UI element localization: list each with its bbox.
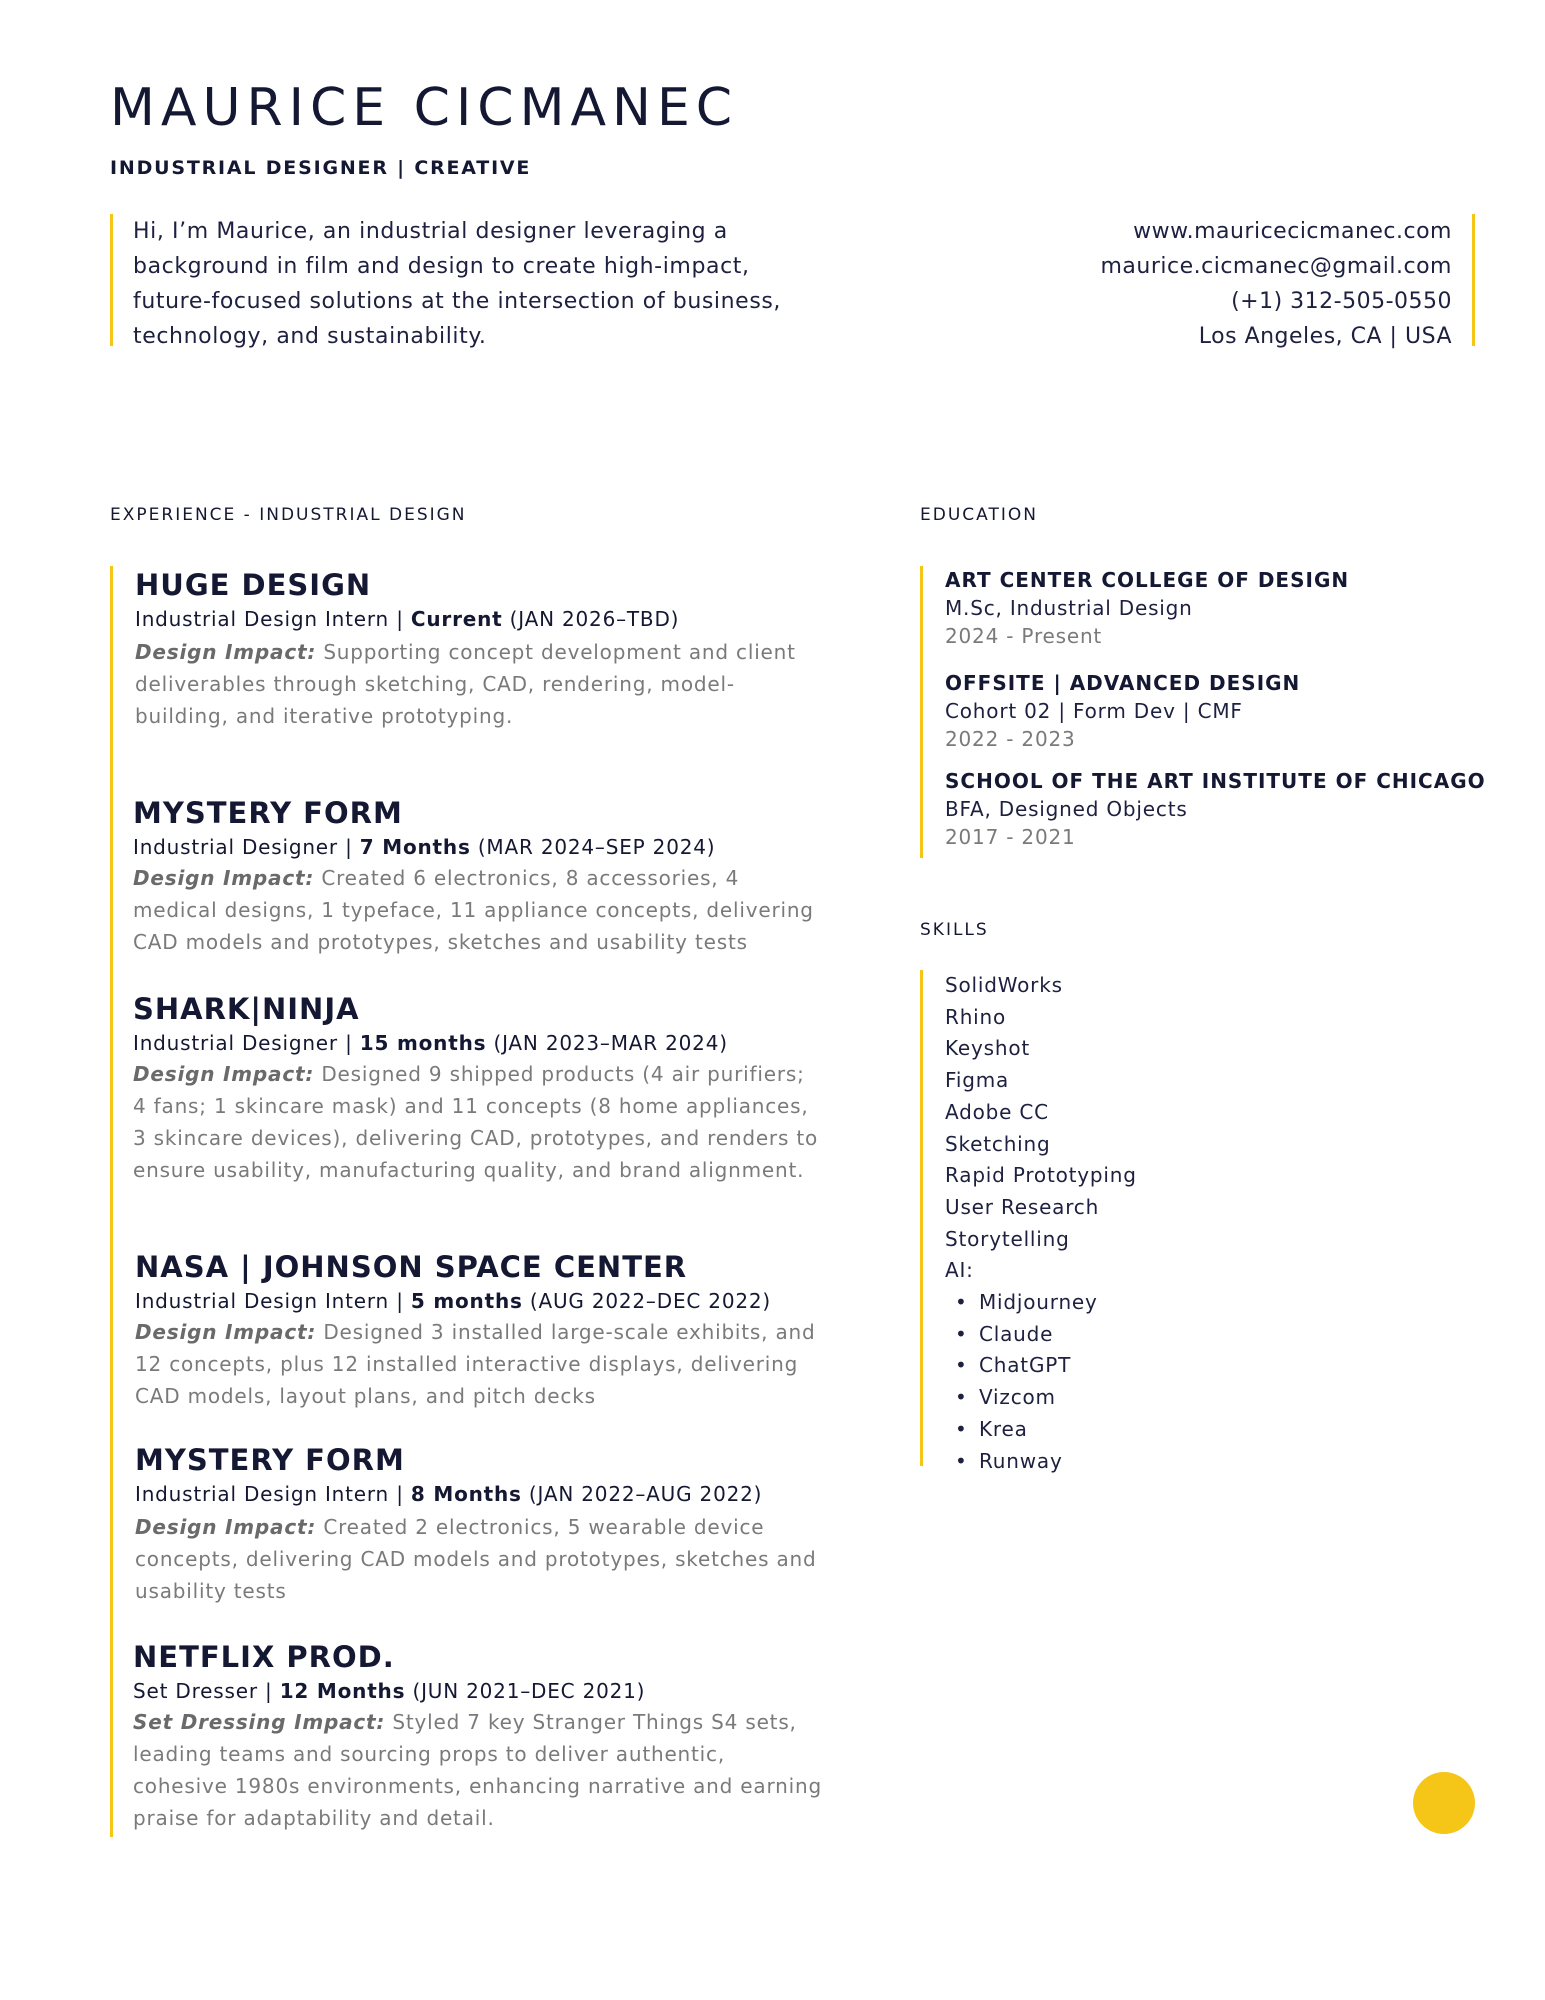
ai-skill-item: • ChatGPT [955,1350,1440,1382]
job-dates: (JUN 2021–DEC 2021) [405,1679,646,1703]
job-dates: (JAN 2023–MAR 2024) [486,1031,728,1055]
impact-label: Design Impact: [135,1320,317,1344]
ai-skill-item: • Krea [955,1414,1440,1446]
experience-list [110,566,830,1837]
email-link[interactable]: maurice.cicmanec@gmail.com [1100,254,1452,279]
job-entry [133,1638,823,1834]
impact-text: Designed 3 installed large-scale exhibits, and 12 concepts, plus 12 installed interactive displays, delivering CAD models, layout plans, and pitch decks [135,1320,816,1408]
ai-skills-list [945,1287,1440,1477]
skill-item: User Research [945,1194,1100,1219]
job-description [133,862,823,958]
education-years: 2017 - 2021 [945,825,1076,849]
job-duration: 5 months [410,1289,523,1313]
job-company: NASA | JOHNSON SPACE CENTER [135,1250,688,1284]
job-company: MYSTERY FORM [133,796,403,830]
experience-title: EXPERIENCE - INDUSTRIAL DESIGN [110,505,467,525]
job-entry [133,990,823,1186]
education-title: EDUCATION [920,505,1038,525]
education-degree: Cohort 02 | Form Dev | CMF [945,699,1243,723]
impact-text: Designed 9 shipped products (4 air purifiers; 4 fans; 1 skincare mask) and 11 concepts (8 home appliances, 3 skincare devices), delivering CAD, prototypes, and renders to ensure usability, manufacturing quality, and brand alignment. [133,1062,818,1182]
job-dates: (MAR 2024–SEP 2024) [470,835,716,859]
education-school: OFFSITE | ADVANCED DESIGN [945,671,1301,695]
job-role [133,832,823,862]
impact-text: Supporting concept development and client deliverables through sketching, CAD, rendering, model-building, and iterative prototyping. [135,640,796,728]
job-description [135,636,825,732]
job-title: Industrial Designer | [133,1031,360,1055]
education-years: 2024 - Present [945,624,1103,648]
impact-text: Created 2 electronics, 5 wearable device concepts, delivering CAD models and prototypes, sketches and usability tests [135,1515,817,1603]
skill-item: Keyshot [945,1036,1031,1061]
ai-skills-label: AI: [945,1258,974,1283]
job-title: Industrial Design Intern | [135,1482,411,1506]
website-link[interactable]: www.mauricecicmanec.com [1133,219,1452,244]
impact-label: Design Impact: [133,1062,315,1086]
job-duration: 12 Months [279,1679,406,1703]
education-degree: M.Sc, Industrial Design [945,596,1193,620]
skill-item: Sketching [945,1131,1051,1156]
skill-item: Adobe CC [945,1099,1049,1124]
accent-dot [1413,1772,1475,1834]
skill-item: Figma [945,1068,1010,1093]
education-entry [945,566,1445,650]
job-role [135,1286,825,1316]
intro-paragraph: Hi, I’m Maurice, an industrial designer leveraging a background in film and design to create high-impact, future-focused solutions at the intersection of business, technology, and sustainability. [110,214,830,346]
job-duration: 15 months [359,1031,487,1055]
job-role [135,1479,825,1509]
job-dates: (JAN 2026–TBD) [502,607,680,631]
impact-label: Design Impact: [135,1515,317,1539]
job-title: Set Dresser | [133,1679,280,1703]
job-entry [135,1248,825,1412]
ai-skill-item: • Runway [955,1446,1440,1478]
ai-skill-item: • Vizcom [955,1382,1440,1414]
ai-skill-item: • Claude [955,1319,1440,1351]
job-role [133,1028,823,1058]
job-company: SHARK|NINJA [133,992,360,1026]
job-duration: 7 Months [359,835,471,859]
skills-list [920,970,1440,1473]
job-role [135,604,825,634]
job-entry [133,794,823,958]
job-entry [135,1441,825,1607]
job-company: MYSTERY FORM [135,1443,405,1477]
impact-label: Design Impact: [133,866,315,890]
education-degree: BFA, Designed Objects [945,797,1188,821]
job-title: Industrial Designer | [133,835,360,859]
education-years: 2022 - 2023 [945,727,1076,751]
phone-number: (+1) 312-505-0550 [1231,289,1452,314]
impact-label: Design Impact: [135,640,317,664]
skills-title: SKILLS [920,920,989,940]
location: Los Angeles, CA | USA [1198,324,1452,349]
education-school: SCHOOL OF THE ART INSTITUTE OF CHICAGO [945,769,1486,793]
job-entry [135,566,825,732]
job-title: Industrial Design Intern | [135,607,411,631]
job-duration: Current [410,607,503,631]
job-role [133,1676,823,1706]
skill-item: SolidWorks [945,973,1063,997]
job-description [133,1058,823,1186]
impact-text: Created 6 electronics, 8 accessories, 4 medical designs, 1 typeface, 11 appliance concepts, delivering CAD models and prototypes, sketches and usability tests [133,866,814,954]
job-description [133,1706,823,1834]
job-company: NETFLIX PROD. [133,1640,395,1674]
education-entry [945,669,1445,753]
job-dates: (JAN 2022–AUG 2022) [521,1482,763,1506]
job-title: Industrial Design Intern | [135,1289,411,1313]
job-description [135,1511,825,1607]
skill-item: Rapid Prototyping [945,1163,1137,1188]
ai-skill-item: • Midjourney [955,1287,1440,1319]
resume-name: MAURICE CICMANEC [110,78,739,138]
education-entry [945,767,1486,851]
skill-item: Rhino [945,1004,1007,1029]
skill-item: Storytelling [945,1226,1070,1251]
job-company: HUGE DESIGN [135,568,372,602]
impact-text: Styled 7 key Stranger Things S4 sets, leading teams and sourcing props to deliver authentic, cohesive 1980s environments, enhancing narrative and earning praise for adaptability and detail. [133,1710,822,1830]
contact-block [1100,214,1475,349]
job-dates: (AUG 2022–DEC 2022) [522,1289,771,1313]
impact-label: Set Dressing Impact: [133,1710,386,1734]
job-duration: 8 Months [410,1482,522,1506]
education-school: ART CENTER COLLEGE OF DESIGN [945,568,1350,592]
resume-subtitle: INDUSTRIAL DESIGNER | CREATIVE [110,157,532,179]
education-list [920,566,1486,858]
job-description [135,1316,825,1412]
